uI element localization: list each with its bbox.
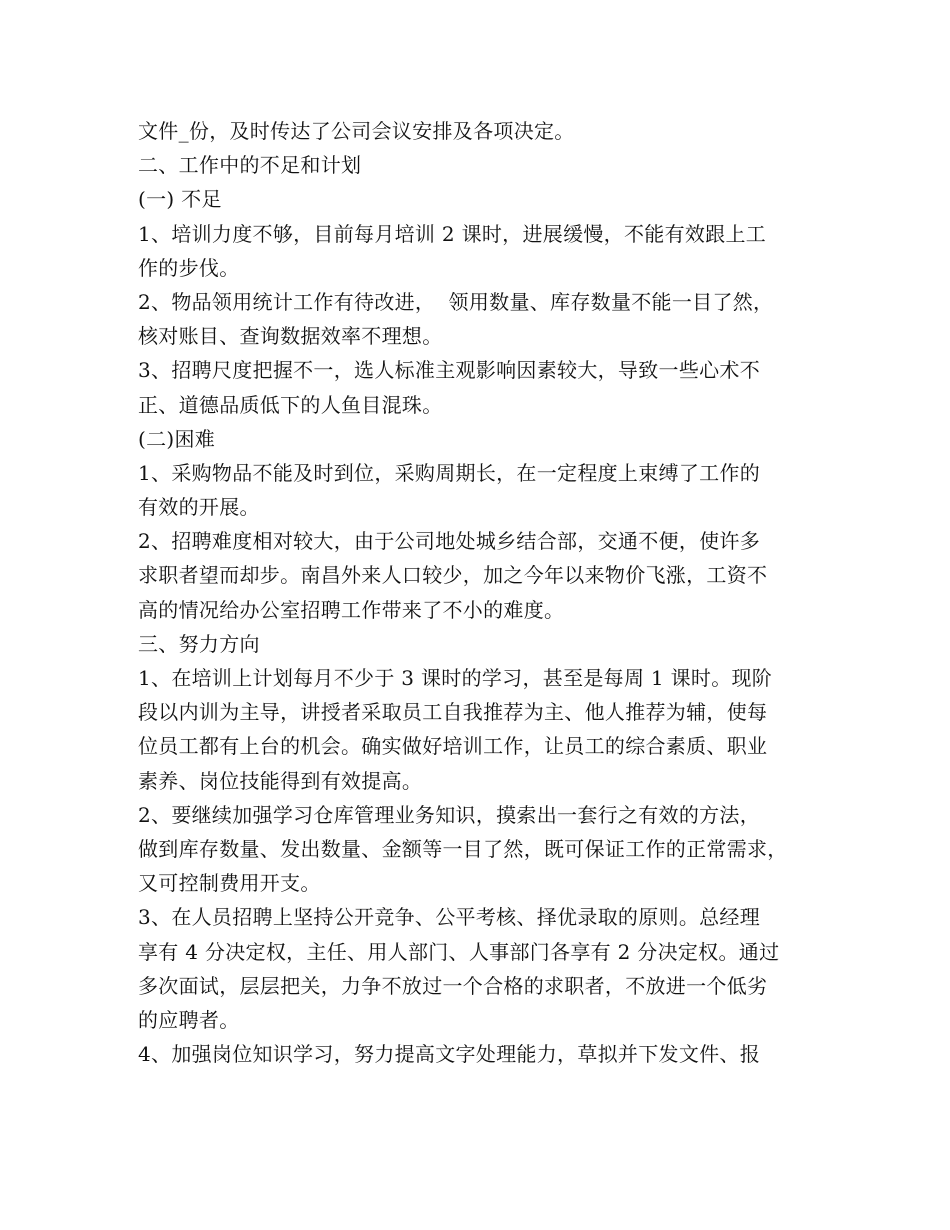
text-line: 素养、岗位技能得到有效提高。 <box>138 768 423 793</box>
text-line: 享有 4 分决定权，主任、用人部门、人事部门各享有 2 分决定权。通过 <box>138 939 780 964</box>
text-line: 3、招聘尺度把握不一，选人标准主观影响因素较大，导致一些心术不 <box>138 358 761 383</box>
text-line: 求职者望而却步。南昌外来人口较少，加之今年以来物价飞涨，工资不 <box>138 563 768 588</box>
text-line: 多次面试，层层把关，力争不放过一个合格的求职者，不放进一个低劣 <box>138 973 768 998</box>
text-line: 高的情况给办公室招聘工作带来了不小的难度。 <box>138 597 565 622</box>
text-line: 文件_份，及时传达了公司会议安排及各项决定。 <box>138 119 575 143</box>
text-line: 位员工都有上台的机会。确实做好培训工作，让员工的综合素质、职业 <box>138 734 768 759</box>
text-line: 的应聘者。 <box>138 1007 240 1032</box>
text-line: 段以内训为主导，讲授者采取员工自我推荐为主、他人推荐为辅，使每 <box>138 700 768 725</box>
text-line: 做到库存数量、发出数量、金额等一目了然，既可保证工作的正常需求， <box>138 836 788 861</box>
section-heading: 三、努力方向 <box>138 631 260 656</box>
text-line: 1、在培训上计划每月不少于 3 课时的学习，甚至是每周 1 课时。现阶 <box>138 666 773 690</box>
text-line: 3、在人员招聘上坚持公开竞争、公平考核、择优录取的原则。总经理 <box>138 905 761 930</box>
text-line: 4、加强岗位知识学习，努力提高文字处理能力，草拟并下发文件、报 <box>138 1042 761 1067</box>
text-line: 作的步伐。 <box>138 255 240 280</box>
subsection-heading: (二)困难 <box>138 426 216 451</box>
section-heading: 二、工作中的不足和计划 <box>138 153 362 178</box>
text-line: 2、要继续加强学习仓库管理业务知识，摸索出一套行之有效的方法， <box>138 802 761 827</box>
text-line: 核对账目、查询数据效率不理想。 <box>138 324 443 349</box>
text-line: 又可控制费用开支。 <box>138 871 321 896</box>
text-line: 正、道德品质低下的人鱼目混珠。 <box>138 392 443 417</box>
text-line: 有效的开展。 <box>138 495 260 520</box>
text-line: 2、招聘难度相对较大，由于公司地处城乡结合部，交通不便，使许多 <box>138 529 761 554</box>
text-line: 2、物品领用统计工作有待改进， 领用数量、库存数量不能一目了然， <box>138 289 774 314</box>
subsection-heading: (一) 不足 <box>138 187 222 212</box>
document-body <box>138 114 818 1071</box>
text-line: 1、采购物品不能及时到位，采购周期长，在一定程度上束缚了工作的 <box>138 460 761 485</box>
text-line: 1、培训力度不够，目前每月培训 2 课时，进展缓慢，不能有效跟上工 <box>138 221 767 246</box>
